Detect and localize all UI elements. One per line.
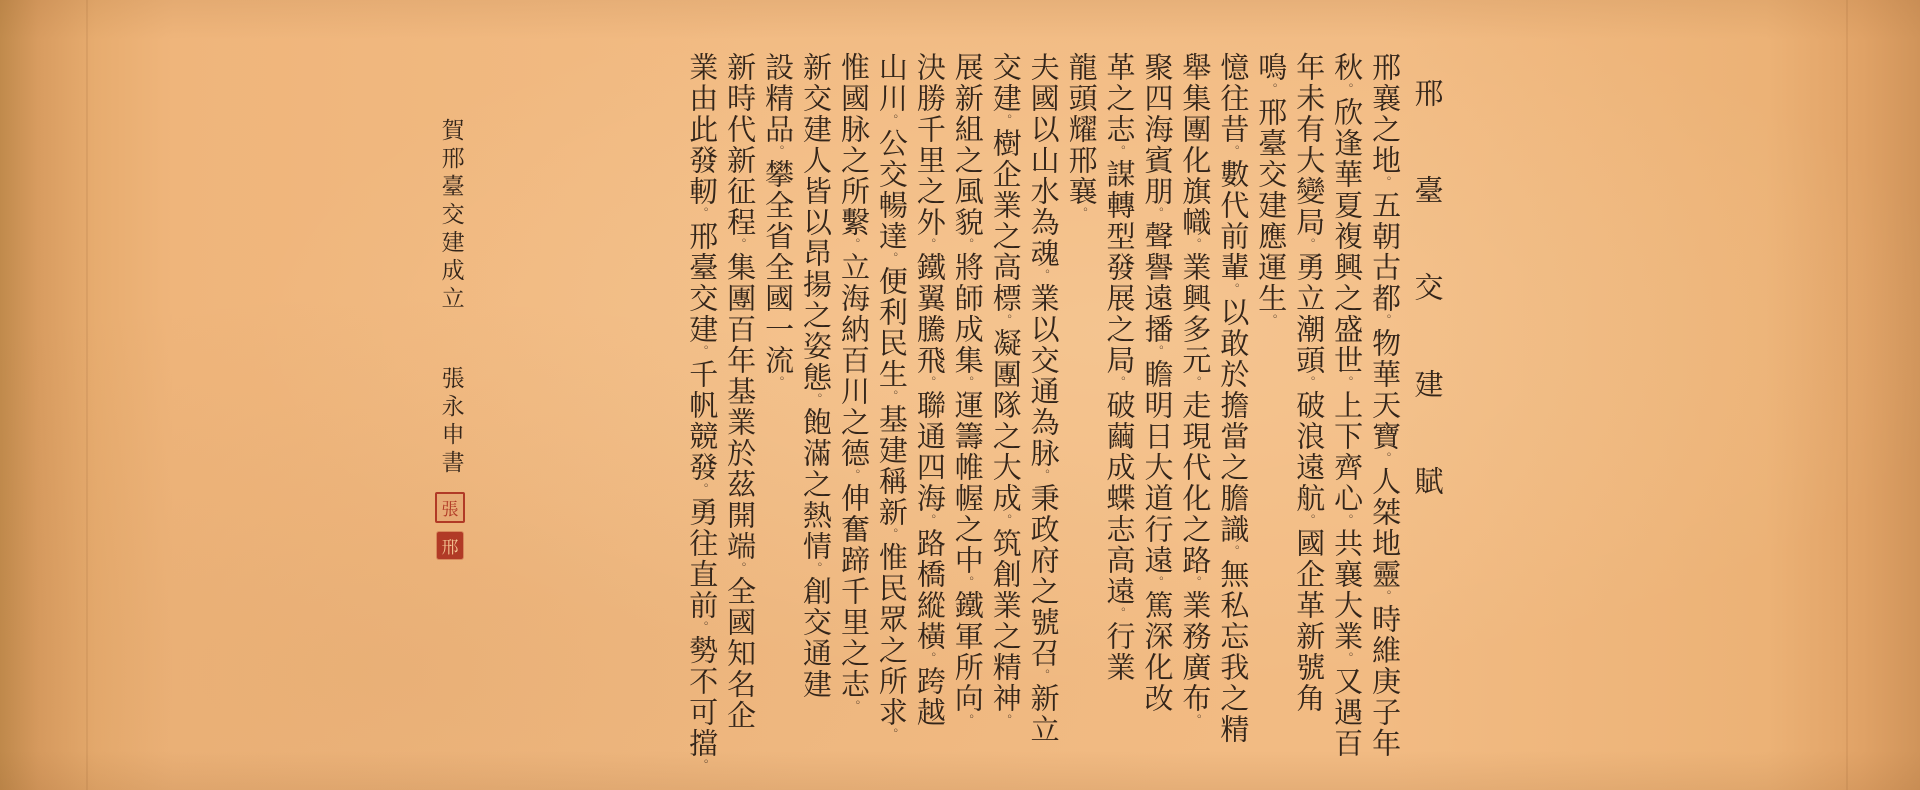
text-column-18: 新時代新征程。集團百年基業於茲開端。全國知名企 <box>723 52 758 731</box>
artist-seal-solid <box>437 532 463 559</box>
seal-glyph: 張 <box>441 500 459 520</box>
text-column-7: 聚四海賓朋。聲譽遠播。瞻明日大道行遠。篤深化改 <box>1140 52 1175 714</box>
text-column-4: 鳴。邢臺交建應運生。 <box>1254 52 1289 328</box>
text-column-1: 邢襄之地。五朝古都。物華天寶。人桀地靈。時維庚子年 <box>1368 52 1403 759</box>
text-column-17: 設精品。攀全省全國一流。 <box>761 52 796 390</box>
artist-seals <box>435 492 465 559</box>
text-column-13: 決勝千里之外。鐵翼騰飛。聯通四海。路橋縱橫。跨越 <box>912 52 947 728</box>
text-column-9: 龍頭耀邢襄。 <box>1064 52 1099 221</box>
signature-column <box>437 118 462 478</box>
text-column-2: 秋。欣逢華夏複興之盛世。上下齊心。共襄大業。又遇百 <box>1330 52 1365 759</box>
text-column-6: 舉集團化旗幟。業興多元。走現代化之路。業務廣布。 <box>1178 52 1213 728</box>
text-column-3: 年未有大變局。勇立潮頭。破浪遠航。國企革新號角 <box>1292 52 1327 714</box>
paper-fold-right <box>1846 0 1848 790</box>
artist-seal-outline <box>435 492 465 523</box>
text-column-12: 展新組之風貌。將師成集。運籌帷幄之中。鐵軍所向。 <box>950 52 985 728</box>
text-column-5: 憶往昔。數代前輩。以敢於擔當之膽識。無私忘我之精 <box>1216 52 1251 745</box>
poem-text-area <box>679 52 1450 790</box>
text-column-14: 山川。公交暢達。便利民生。基建稱新。惟民眾之所求。 <box>874 52 909 742</box>
text-column-8: 革之志。謀轉型發展之局。破繭成蝶志高遠。行業 <box>1102 52 1137 683</box>
seal-glyph: 邢 <box>441 538 459 558</box>
signature-gap <box>450 314 451 366</box>
text-column-16: 新交建人皆以昂揚之姿態。飽滿之熱情。創交通建 <box>799 52 833 700</box>
text-column-10: 夫國以山水為魂。業以交通為脉。秉政府之號召。新立 <box>1026 52 1061 745</box>
signature-signer: 張永申書 <box>437 366 464 478</box>
text-column-11: 交建。樹企業之高標。凝團隊之大成。筑創業之精神。 <box>988 52 1023 728</box>
text-column-15: 惟國脉之所繫。立海納百川之德。伸奮蹄千里之志。 <box>836 52 871 714</box>
signature-block <box>430 118 470 559</box>
text-column-19: 業由此發軔。邢臺交建。千帆競發。勇往直前。勢不可擋。 <box>685 52 720 773</box>
signature-dedication: 賀邢臺交建成立 <box>437 118 464 314</box>
title-column: 邢臺交建賦 <box>1410 78 1445 563</box>
paper-fold-left <box>86 0 88 790</box>
